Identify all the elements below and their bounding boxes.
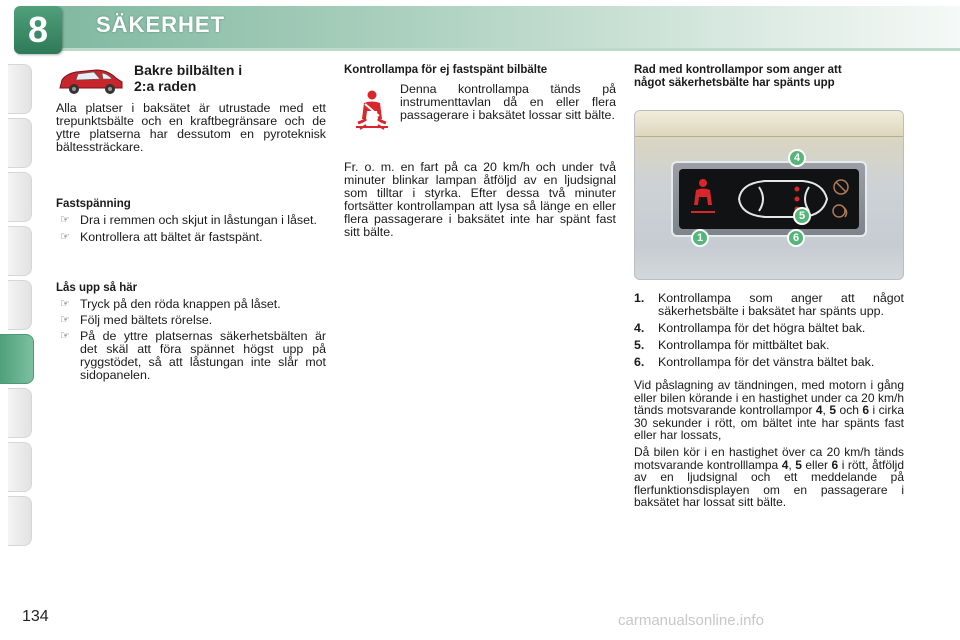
legend-text: Kontrollampa för det högra bältet bak. xyxy=(658,321,866,335)
chapter-tabs xyxy=(0,56,34,576)
indicator-legend xyxy=(634,292,904,369)
middle-column xyxy=(344,64,616,239)
pointer-icon: ☞ xyxy=(60,314,70,326)
legend-text: Kontrollampa som anger att något säkerhetsbälte i baksätet har spänts upp. xyxy=(658,291,904,318)
callout-5: 5 xyxy=(793,207,811,225)
legend-item xyxy=(634,356,904,369)
section-title-line2: 2:a raden xyxy=(134,78,197,94)
indicator-panel-photo xyxy=(634,110,904,280)
fastening-steps xyxy=(56,214,326,244)
pointer-icon: ☞ xyxy=(60,298,70,310)
lamp-heading: Kontrollampa för ej fastspänt bilbälte xyxy=(344,64,548,76)
header-divider xyxy=(40,48,960,51)
legend-item xyxy=(634,292,904,318)
speed-paragraph: Då bilen kör i en hastighet över ca 20 km/h tänds motsvarande kontrolllampa 4, 5 eller 6 i rött, åtföljd av en ljudsignal och ett meddelande på flerfunktionsdisplayen om en passagerare i baksätet har lossat sitt bälte. xyxy=(634,444,905,510)
chapter-tab[interactable] xyxy=(8,172,32,222)
section-title-line1: Bakre bilbälten i xyxy=(134,62,243,78)
step-text: På de yttre platsernas säkerhetsbälten är det skäl att föra spännet högst upp på ryggstödet, så att låstungan inte slår mot sidopanelen. xyxy=(80,329,326,382)
chapter-tab[interactable] xyxy=(8,226,32,276)
list-item xyxy=(56,298,326,311)
callout-4: 4 xyxy=(788,149,806,167)
ignition-paragraph: Vid påslagning av tändningen, med motorn i gång eller bilen körande i en hastighet under ca 20 km/h tänds motsvarande kontrollampor 4, 5 och 6 i cirka 30 sekunder i rött, om bältet inte har spänts fast eller har lossats, xyxy=(634,378,905,443)
page-number: 134 xyxy=(22,608,49,625)
legend-number: 5. xyxy=(634,338,645,352)
legend-number: 4. xyxy=(634,321,645,335)
pointer-icon: ☞ xyxy=(60,330,70,342)
chapter-tab[interactable] xyxy=(8,64,32,114)
pointer-icon: ☞ xyxy=(60,214,70,226)
indicator-display xyxy=(679,169,859,229)
panel-heading-line2: något säkerhetsbälte har spänts upp xyxy=(634,77,835,89)
chapter-tab[interactable] xyxy=(8,280,32,330)
list-item xyxy=(56,330,326,382)
step-text: Dra i remmen och skjut in låstungan i låset. xyxy=(80,213,317,227)
chapter-tab[interactable] xyxy=(8,496,32,546)
chapter-tab[interactable] xyxy=(8,442,32,492)
car-icon xyxy=(56,64,126,98)
list-item xyxy=(56,214,326,227)
panel-heading xyxy=(634,64,904,90)
legend-number: 1. xyxy=(634,291,645,305)
legend-text: Kontrollampa för mittbältet bak. xyxy=(658,338,830,352)
legend-text: Kontrollampa för det vänstra bältet bak. xyxy=(658,355,875,369)
section-title xyxy=(134,62,242,94)
lamp-block xyxy=(344,83,616,143)
legend-number: 6. xyxy=(634,355,645,369)
legend-item xyxy=(634,322,904,335)
panel-heading-line1: Rad med kontrollampor som anger att xyxy=(634,64,842,76)
fastening-heading: Fastspänning xyxy=(56,198,131,210)
chapter-tab-active[interactable] xyxy=(0,334,34,384)
intro-paragraph: Alla platser i baksätet är utrustade med ett trepunktsbälte och en kraftbegränsare och de yttre platserna har dessutom en pyroteknisk bältessträckare. xyxy=(56,101,326,154)
chapter-tab[interactable] xyxy=(8,118,32,168)
callout-6: 6 xyxy=(787,229,805,247)
left-column xyxy=(56,62,326,385)
airbag-icon xyxy=(833,205,847,217)
roof-lining xyxy=(635,111,904,137)
chapter-title: SÄKERHET xyxy=(96,12,226,37)
airbag-off-icon xyxy=(834,180,848,194)
step-text: Kontrollera att bältet är fastspänt. xyxy=(80,230,263,244)
step-text: Tryck på den röda knappen på låset. xyxy=(80,297,281,311)
lamp-paragraph: Fr. o. m. en fart på ca 20 km/h och under två minuter blinkar lampan åtföljd av en ljudsignal som tilltar i styrka. Efter dessa två minuter fortsätter kontrollampan att lysa så länge en eller flera passagerare i baksätet inte har spänt fast sitt bälte. xyxy=(344,160,616,239)
right-column xyxy=(634,64,904,509)
chapter-badge: 8 xyxy=(14,6,62,54)
list-item xyxy=(56,314,326,327)
step-text: Följ med bältets rörelse. xyxy=(80,313,213,327)
lamp-description: Denna kontrollampa tänds på instrumenttavlan då en eller flera passagerare i baksätet lossar sitt bälte. xyxy=(400,82,616,122)
chapter-tab[interactable] xyxy=(8,388,32,438)
pointer-icon: ☞ xyxy=(60,231,70,243)
legend-item xyxy=(634,339,904,352)
section-title-block xyxy=(56,62,326,100)
indicator-graphic xyxy=(679,169,859,229)
unlock-heading: Lås upp så här xyxy=(56,282,138,294)
callout-1: 1 xyxy=(691,229,709,247)
unlock-steps xyxy=(56,298,326,382)
car-outline xyxy=(739,181,827,217)
list-item xyxy=(56,231,326,244)
seatbelt-warning-icon xyxy=(691,179,715,213)
watermark: carmanualsonline.info xyxy=(618,612,764,629)
page-header xyxy=(0,0,960,56)
seatbelt-warning-icon xyxy=(352,89,392,133)
